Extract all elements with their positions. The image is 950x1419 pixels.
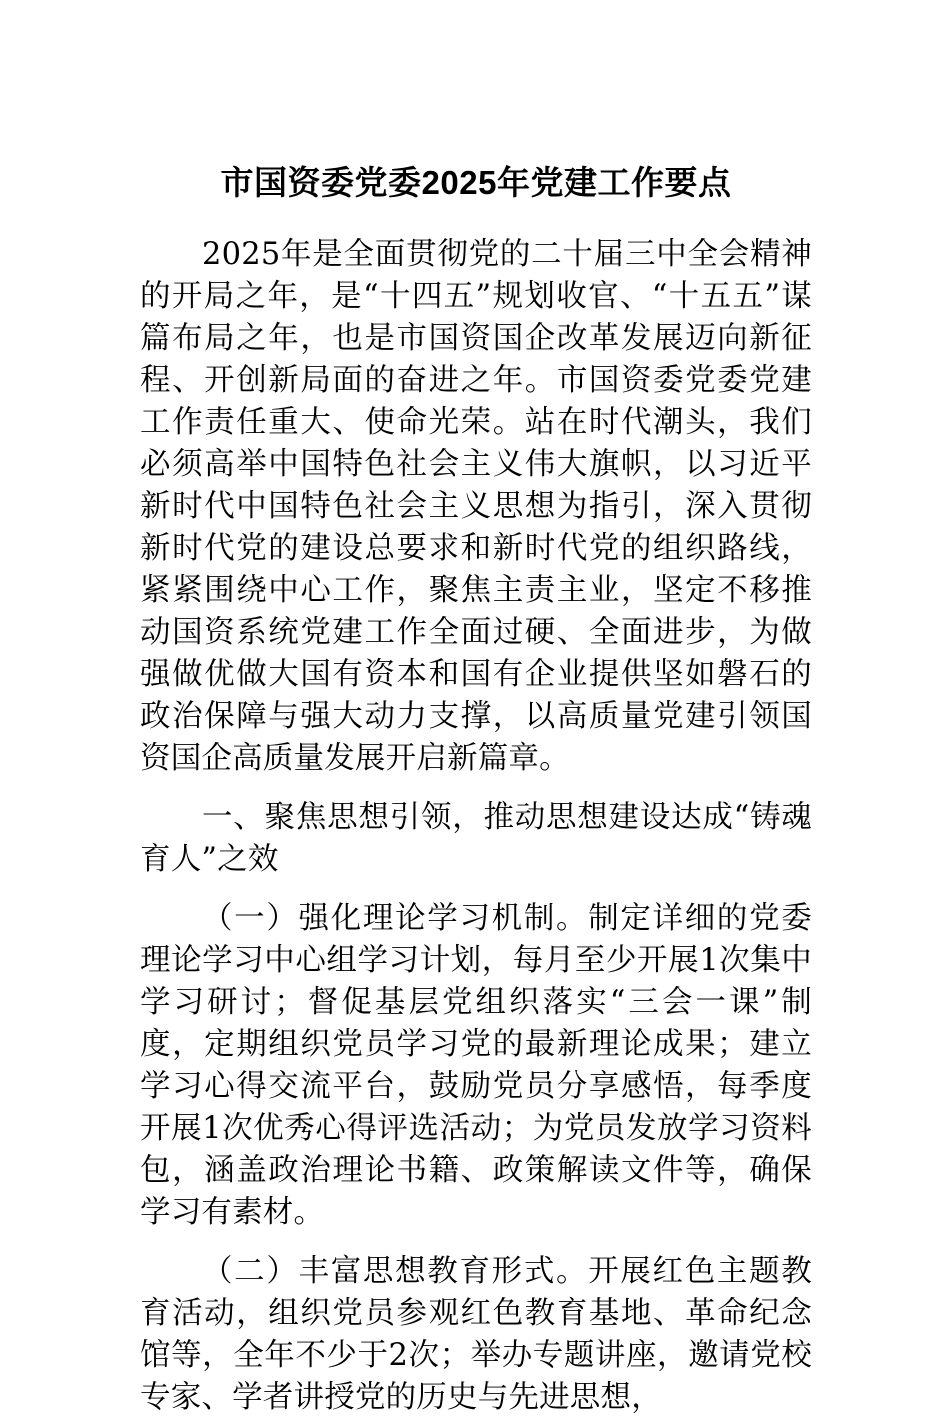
section-heading-one: 一、聚焦思想引领，推动思想建设达成“铸魂育人”之效 xyxy=(140,800,812,877)
paragraph-intro: 2025年是全面贯彻党的二十届三中全会精神的开局之年，是“十四五”规划收官、“十五五”谋篇布局之年，也是市国资国企改革发展迈向新征程、开创新局面的奋进之年。市国资委党委党建工作责任重大、使命光荣。站在时代潮头，我们必须高举中国特色社会主义伟大旗帜，以习近平新时代中国特色社会主义思想为指引，深入贯彻新时代党的建设总要求和新时代党的组织路线，紧紧围绕中心工作，聚焦主责主业，坚定不移推动国资系统党建工作全面过硬、全面进步，为做强做优做大国有资本和国有企业提供坚如磐石的政治保障与强大动力支撑，以高质量党建引领国资国企高质量发展开启新篇章。 xyxy=(140,237,812,776)
page-title: 市国资委党委2025年党建工作要点 xyxy=(220,164,732,201)
paragraph-item-one: （一）强化理论学习机制。制定详细的党委理论学习中心组学习计划，每月至少开展1次集中学习研讨；督促基层党组织落实“三会一课”制度，定期组织党员学习党的最新理论成果；建立学习心得交流平台，鼓励党员分享感悟，每季度开展1次优秀心得评选活动；为党员发放学习资料包，涵盖政治理论书籍、政策解读文件等，确保学习有素材。 xyxy=(140,901,812,1230)
paragraph-item-two: （二）丰富思想教育形式。开展红色主题教育活动，组织党员参观红色教育基地、革命纪念馆等，全年不少于2次；举办专题讲座，邀请党校专家、学者讲授党的历史与先进思想， xyxy=(140,1254,812,1415)
document-text-column xyxy=(140,0,812,1419)
